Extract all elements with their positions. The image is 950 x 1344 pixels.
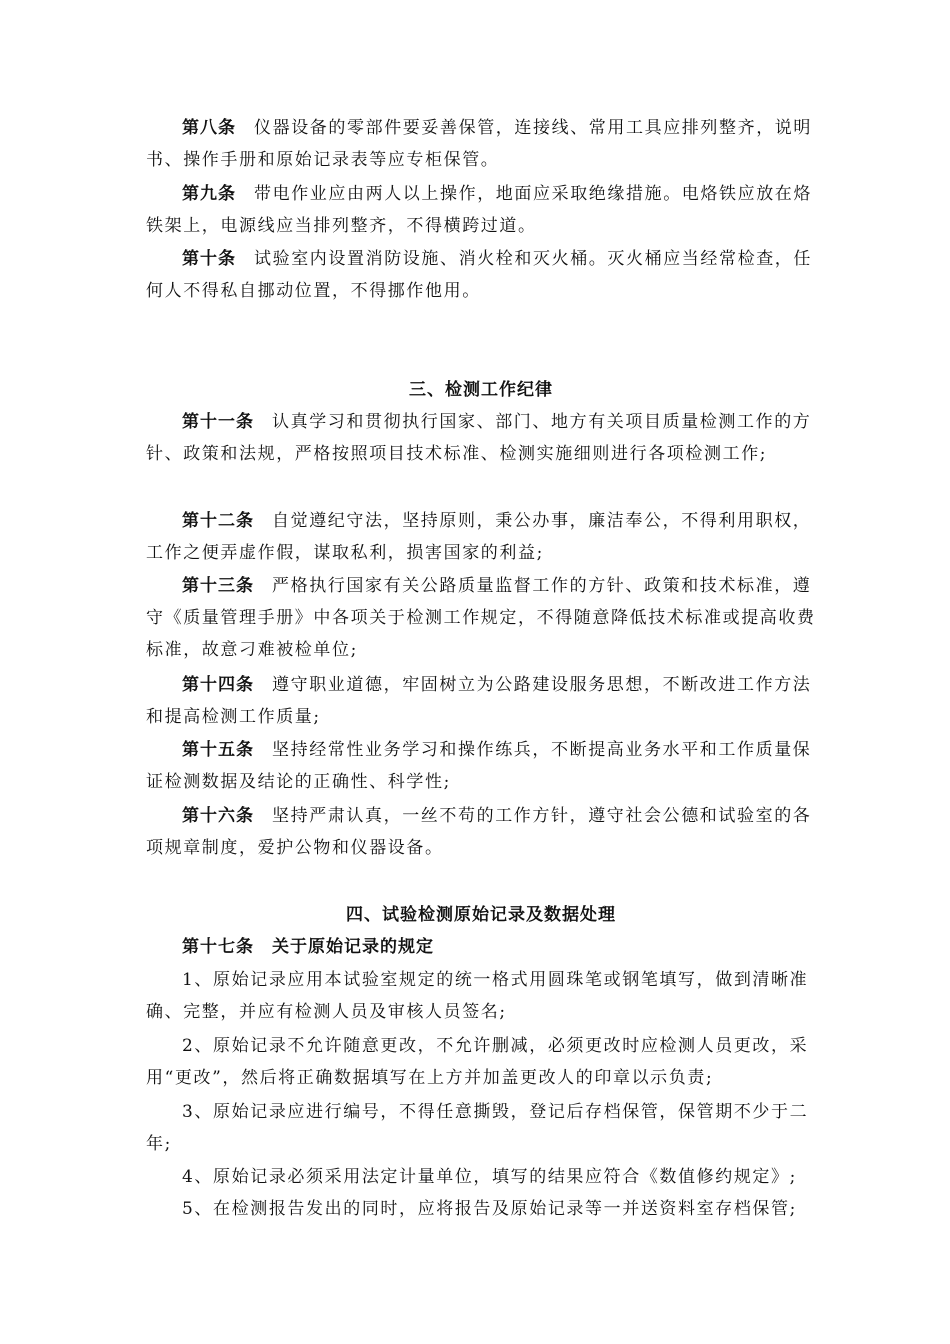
article-17-heading — [182, 931, 434, 963]
article-8 — [146, 112, 816, 176]
article-11 — [146, 406, 816, 470]
article-label: 第十六条 — [182, 806, 254, 826]
article-text: 严格执行国家有关公路质量监督工作的方针、政策和技术标准，遵守《质量管理手册》中各项关于检测工作规定，不得随意降低技术标准或提高收费标准，故意刁难被检单位; — [146, 576, 816, 660]
article-text: 遵守职业道德，牢固树立为公路建设服务思想，不断改进工作方法和提高检测工作质量; — [146, 675, 812, 727]
article-9 — [146, 178, 816, 242]
article-label: 第十七条 — [182, 937, 254, 957]
list-item: 5、在检测报告发出的同时，应将报告及原始记录等一并送资料室存档保管; — [182, 1199, 797, 1219]
article-label: 第十三条 — [182, 576, 254, 596]
article-title: 关于原始记录的规定 — [272, 937, 434, 957]
article-14 — [146, 669, 816, 733]
article-label: 第十一条 — [182, 412, 254, 432]
article-label: 第九条 — [182, 184, 236, 204]
article-text: 仪器设备的零部件要妥善保管，连接线、常用工具应排列整齐，说明书、操作手册和原始记录表等应专柜保管。 — [146, 118, 812, 170]
article-text: 坚持经常性业务学习和操作练兵，不断提高业务水平和工作质量保证检测数据及结论的正确性、科学性; — [146, 740, 812, 792]
article-16 — [146, 800, 816, 864]
article-12 — [146, 505, 816, 569]
list-item: 1、原始记录应用本试验室规定的统一格式用圆珠笔或钢笔填写，做到清晰准确、完整，并应有检测人员及审核人员签名; — [146, 970, 809, 1022]
article-text: 试验室内设置消防设施、消火栓和灭火桶。灭火桶应当经常检查，任何人不得私自挪动位置，不得挪作他用。 — [146, 249, 812, 301]
article-text: 自觉遵纪守法，坚持原则，秉公办事，廉洁奉公，不得利用职权，工作之便弄虚作假，谋取私利，损害国家的利益; — [146, 511, 812, 563]
article-13 — [146, 570, 816, 666]
list-item: 3、原始记录应进行编号，不得任意撕毁，登记后存档保管，保管期不少于二年; — [146, 1102, 809, 1154]
article-label: 第十二条 — [182, 511, 254, 531]
article-text: 认真学习和贯彻执行国家、部门、地方有关项目质量检测工作的方针、政策和法规，严格按照项目技术标准、检测实施细则进行各项检测工作; — [146, 412, 812, 464]
article-label: 第十条 — [182, 249, 236, 269]
article-15 — [146, 734, 816, 798]
article-text: 坚持严肃认真，一丝不苟的工作方针，遵守社会公德和试验室的各项规章制度，爱护公物和仪器设备。 — [146, 806, 812, 858]
article-label: 第八条 — [182, 118, 236, 138]
article-label: 第十四条 — [182, 675, 254, 695]
list-item: 2、原始记录不允许随意更改，不允许删减，必须更改时应检测人员更改，采用“更改”，然后将正确数据填写在上方并加盖更改人的印章以示负责; — [146, 1036, 809, 1088]
article-label: 第十五条 — [182, 740, 254, 760]
section-heading-3: 三、检测工作纪律 — [409, 380, 553, 400]
article-10 — [146, 243, 816, 307]
list-item: 4、原始记录必须采用法定计量单位，填写的结果应符合《数值修约规定》; — [182, 1167, 797, 1187]
section-heading-4: 四、试验检测原始记录及数据处理 — [346, 905, 616, 925]
article-text: 带电作业应由两人以上操作，地面应采取绝缘措施。电烙铁应放在烙铁架上，电源线应当排列整齐，不得横跨过道。 — [146, 184, 812, 236]
